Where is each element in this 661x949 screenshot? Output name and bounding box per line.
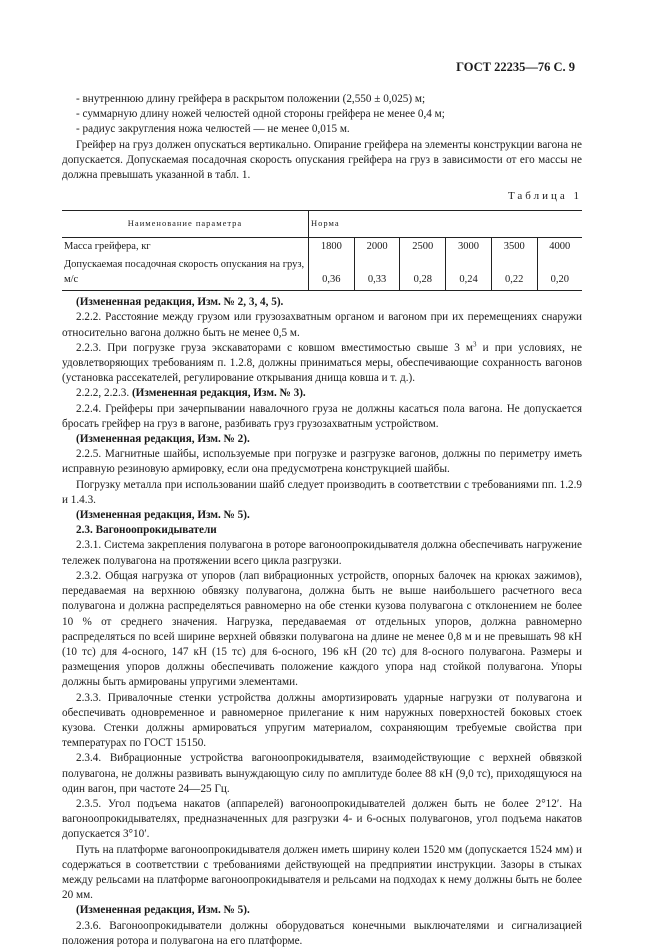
paragraph-2-2-5: 2.2.5. Магнитные шайбы, используемые при погрузке и разгрузке вагонов, должны по периметру иметь исправную резиновую армировку, если она предусмотрена конструкцией шайбы. [62,448,582,476]
list-item: - внутреннюю длину грейфера в раскрытом положении (2,550 ± 0,025) м; [76,93,426,105]
paragraph-metal: Погрузку металла при использовании шайб следует производить в соответствии с требованиями пп. 1.2.9 и 1.4.3. [62,478,582,506]
list-item: - радиус закругления ножа челюстей — не менее 0,015 м. [76,123,350,136]
table-label: Таблица 1 [507,190,582,203]
col-header-norm: Норма [309,211,583,237]
superscript: 3 [472,340,477,349]
paragraph-2-3-4: 2.3.4. Вибрационные устройства вагоноопрокидывателя, взаимодействующие с верхней обвязкой полувагона, не должны развивать вынуждающую силу по амплитуде более 88 кН (9,0 тс), приходящуюся на один вагон, при частоте 24—25 Гц. [62,752,582,795]
paragraph-2-2-3 [62,341,582,387]
paragraph-2-3-2: 2.3.2. Общая нагрузка от упоров (лап вибрационных устройств, опорных балочек на крюках зажимов), передаваемая на верхнюю обвязку полувагона, должна быть не выше наибольшего расчетного веса полувагона и должна распределяться равномерно на обе стенки кузова полувагона с отклонением не более 10 % от среднего значения. Нагрузка, передаваемая от отдельных упоров, должна равномерно распределяться по всей ширине верхней обвязки полувагона на длине не менее 0,8 м и не превышать 98 кН (10 тс) для 4-осного, 147 кН (15 тс) для 6-осного, 196 кН (20 тс) для 8-осного полувагона. Размеры и размещения упоров должны обеспечивать положение каждого упора над стойкой полувагона. Упоры должны быть армированы упругими элементами. [62,569,582,689]
table-1 [62,210,582,291]
table-cell: 0,22 [491,255,537,291]
table-cell: 4000 [549,240,571,252]
table-cell: 0,24 [446,255,492,291]
table-cell: 0,36 [309,255,355,291]
edition-note: (Измененная редакция, Изм. № 2). [76,433,250,446]
edition-note: (Измененная редакция, Изм. № 5). [76,509,250,522]
paragraph-2-3-1: 2.3.1. Система закрепления полувагона в роторе вагоноопрокидывателя должна обеспечивать нагружение тележек полувагона на протяжении всего цикла разгрузки. [62,539,582,567]
paragraph-2-2-2: 2.2.2. Расстояние между грузом или грузозахватным органом и вагоном при их перемещениях снаружи относительно вагона должно быть не менее 0,5 м. [62,311,582,339]
body-text [62,92,582,949]
row-name-mass: Масса грейфера, кг [62,237,309,255]
paragraph-2-2-3-part1: 2.2.3. При погрузке груза экскаваторами с ковшом вместимостью свыше 3 м [76,341,473,354]
table-cell: 0,33 [354,255,400,291]
list-item: - суммарную длину ножей челюстей одной стороны грейфера не менее 0,4 м; [76,108,445,121]
edition-note: (Измененная редакция, Изм. № 5). [76,904,250,917]
paragraph-2-2-3-part2: и при условиях, не удовлетворяющих требованиям п. 1.2.8, должны приниматься меры, обеспечивающие сохранность вагонов (установка рассекателей, регулирование открывания днища ковша и т. д.). [62,341,582,385]
paragraph-2-2-4: 2.2.4. Грейферы при зачерпывании навалочного груза не должны касаться пола вагона. Не допускается бросать грейфер на груз в вагоне, разбивать груз грузозахватным устройством. [62,402,582,430]
paragraph-path: Путь на платформе вагоноопрокидывателя должен иметь ширину колеи 1520 мм (допускается 1524 мм) и содержаться в соответствии с требованиями действующей на предприятии инструкции. Зазоры в стыках между рельсами на платформе вагоноопрокидывателя и рельсами на подходах к нему должны быть не более 20 мм. [62,843,582,902]
table-cell: 0,20 [537,255,582,291]
paragraph-2-3-3: 2.3.3. Привалочные стенки устройства должны амортизировать ударные нагрузки от полувагона и обеспечивать одновременное и равномерное прилегание к ним наружных поверхностей боковых стоек кузова. Стенки должны армироваться упругим материалом, сохраняющим требуемые свойства при температурах по ГОСТ 15150. [62,691,582,750]
page-header: ГОСТ 22235—76 С. 9 [456,60,575,74]
edition-note [62,386,582,401]
table-row [62,237,582,255]
section-heading: 2.3. Вагоноопрокидыватели [76,524,217,537]
col-header-param: Наименование параметра [62,211,309,237]
table-row [62,255,582,291]
table-cell: 2000 [354,237,400,255]
paragraph-2-3-6: 2.3.6. Вагоноопрокидыватели должны оборудоваться конечными выключателями и сигнализацией положения ротора и полувагона на его платформе. [62,919,582,947]
table-cell: 1800 [309,237,355,255]
table-cell: 0,28 [400,255,446,291]
paragraph: Грейфер на груз должен опускаться вертикально. Опирание грейфера на элементы конструкции вагона не допускается. Допускаемая посадочная скорость опускания грейфера на груз в зависимости от его массы не должна превышать указанной в табл. 1. [62,138,582,182]
edition-note-text: (Измененная редакция, Изм. № 3). [129,387,306,400]
table-cell: 3500 [491,237,537,255]
table-cell: 3000 [446,237,492,255]
table-cell: 2500 [400,237,446,255]
edition-note: (Измененная редакция, Изм. № 2, 3, 4, 5). [76,296,284,309]
row-name-speed: Допускаемая посадочная скорость опускания на груз, м/с [62,255,309,291]
edition-note-numbers: 2.2.2, 2.2.3. [76,387,130,400]
paragraph-2-3-5: 2.3.5. Угол подъема накатов (аппарелей) вагоноопрокидывателей должен быть не более 2°12′. На вагоноопрокидывателях, предназначенных для разгрузки 4- и 6-осных полувагонов, угол подъема накатов допускается 3°10′. [62,797,582,841]
